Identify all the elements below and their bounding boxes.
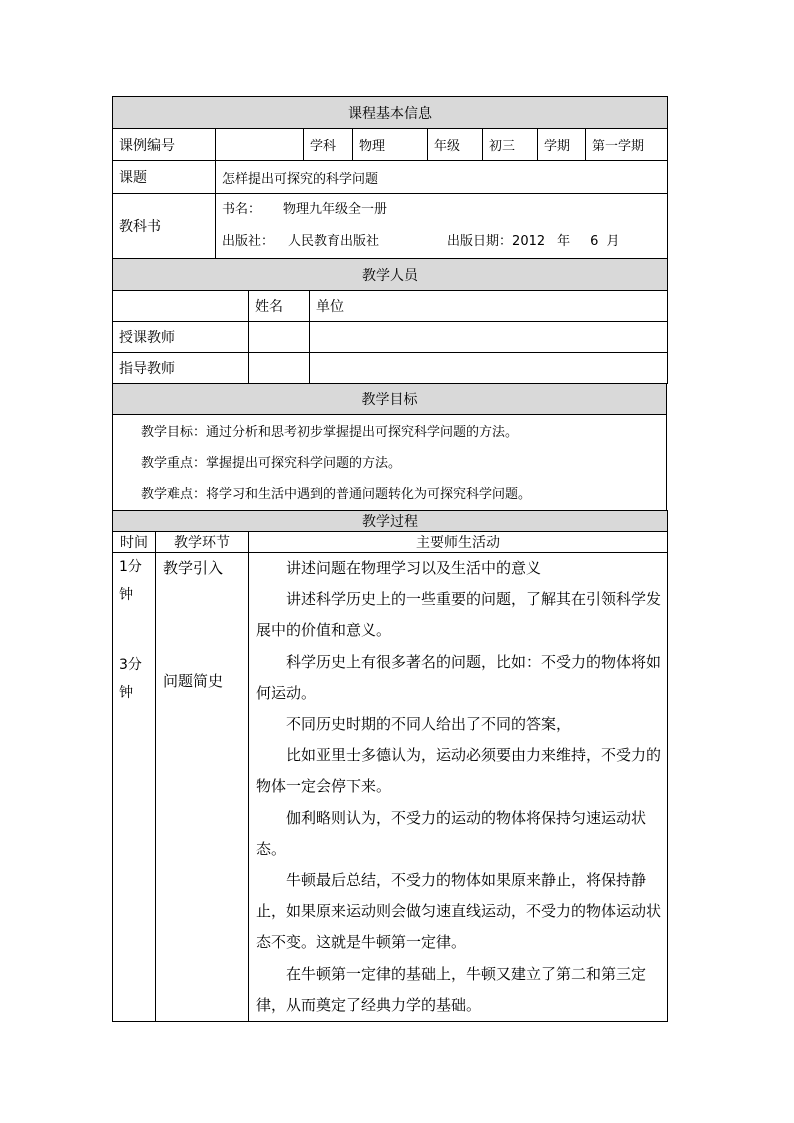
advisor-unit bbox=[310, 353, 668, 384]
activity-paragraph: 伽利略则认为，不受力的运动的物体将保持匀速运动状态。 bbox=[256, 808, 647, 858]
stage-cell bbox=[156, 553, 249, 1022]
publisher-label: 出版社： bbox=[222, 234, 275, 249]
activity-paragraph: 讲述科学历史上的一些重要的问题，了解其在引领科学发展中的价值和意义。 bbox=[256, 590, 662, 640]
process-header: 教学过程 bbox=[113, 511, 668, 532]
publisher-line bbox=[222, 226, 667, 258]
subject-label: 学科 bbox=[304, 129, 353, 161]
advisor-label: 指导教师 bbox=[113, 353, 249, 384]
unit-column-header: 单位 bbox=[310, 291, 668, 322]
staff-header: 教学人员 bbox=[113, 259, 668, 291]
goals-body bbox=[113, 415, 667, 511]
staff-table bbox=[112, 258, 668, 384]
advisor-name bbox=[249, 353, 310, 384]
activity-paragraph: 讲述问题在物理学习以及生活中的意义 bbox=[286, 559, 542, 577]
activity-cell bbox=[249, 553, 668, 1022]
staff-corner bbox=[113, 291, 249, 322]
textbook-info bbox=[216, 194, 668, 259]
time-2: 3分钟 bbox=[119, 657, 142, 701]
teacher-label: 授课教师 bbox=[113, 322, 249, 353]
year-unit: 年 bbox=[557, 234, 571, 249]
activity-column-header: 主要师生活动 bbox=[249, 532, 668, 553]
activity-paragraph: 不同历史时期的不同人给出了不同的答案， bbox=[286, 715, 572, 734]
course-id-value bbox=[216, 129, 304, 161]
grade-label: 年级 bbox=[428, 129, 483, 161]
pub-date-label: 出版日期： bbox=[447, 234, 513, 249]
book-name-line bbox=[222, 194, 667, 226]
month-unit: 月 bbox=[606, 234, 620, 249]
goals-table bbox=[112, 383, 667, 511]
activity-paragraph: 科学历史上有很多著名的问题，比如：不受力的物体将如何运动。 bbox=[256, 652, 662, 702]
publisher-value: 人民教育出版社 bbox=[288, 234, 380, 249]
grade-value: 初三 bbox=[483, 129, 538, 161]
course-id-label: 课例编号 bbox=[113, 129, 216, 161]
subject-value: 物理 bbox=[353, 129, 428, 161]
activity-paragraph: 比如亚里士多德认为，运动必须要由力来维持，不受力的物体一定会停下来。 bbox=[256, 746, 662, 796]
process-table bbox=[112, 510, 668, 1022]
pub-year: 2012 bbox=[512, 234, 546, 249]
topic-label: 课题 bbox=[113, 161, 216, 194]
basic-info-table bbox=[112, 96, 668, 259]
activity-paragraph: 在牛顿第一定律的基础上，牛顿又建立了第二和第三定律，从而奠定了经典力学的基础。 bbox=[256, 964, 647, 1014]
book-name-label: 书名： bbox=[222, 202, 262, 217]
teacher-unit bbox=[310, 322, 668, 353]
textbook-label: 教科书 bbox=[113, 194, 216, 259]
teacher-name bbox=[249, 322, 310, 353]
stage-1: 教学引入 bbox=[163, 559, 224, 577]
time-1: 1分钟 bbox=[119, 559, 142, 603]
goals-header: 教学目标 bbox=[113, 384, 667, 415]
topic-value: 怎样提出可探究的科学问题 bbox=[216, 161, 668, 194]
book-name-value: 物理九年级全一册 bbox=[283, 202, 388, 217]
stage-column-header: 教学环节 bbox=[156, 532, 249, 553]
goal-key-point: 教学重点：掌握提出可探究科学问题的方法。 bbox=[141, 456, 402, 471]
basic-info-header: 课程基本信息 bbox=[113, 97, 668, 129]
lesson-plan-sheet bbox=[112, 96, 667, 1022]
term-value: 第一学期 bbox=[586, 129, 668, 161]
goal-difficulty: 教学难点：将学习和生活中遇到的普通问题转化为可探究科学问题。 bbox=[141, 487, 532, 502]
activity-paragraph: 牛顿最后总结，不受力的物体如果原来静止，将保持静止，如果原来运动则会做匀速直线运动，不受力的物体运动状态不变。这就是牛顿第一定律。 bbox=[256, 871, 662, 952]
pub-month: 6 bbox=[590, 234, 599, 249]
stage-2: 问题简史 bbox=[163, 672, 224, 690]
name-column-header: 姓名 bbox=[249, 291, 310, 322]
time-cell bbox=[113, 553, 156, 1022]
term-label: 学期 bbox=[538, 129, 586, 161]
time-column-header: 时间 bbox=[113, 532, 156, 553]
goal-objective: 教学目标：通过分析和思考初步掌握提出可探究科学问题的方法。 bbox=[141, 425, 519, 440]
